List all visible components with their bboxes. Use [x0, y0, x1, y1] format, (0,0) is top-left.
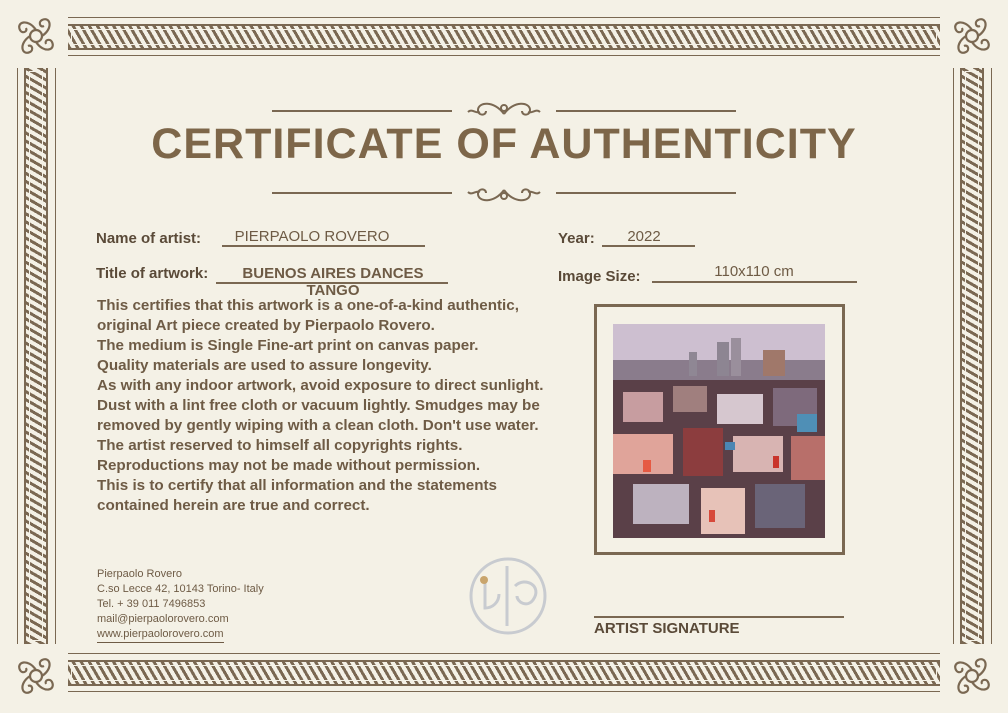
body-line: The artist reserved to himself all copyrights rights. [97, 437, 463, 454]
flourish-icon [464, 96, 544, 122]
artwork-underline [216, 282, 448, 284]
size-underline [652, 281, 857, 283]
flourish-icon [464, 182, 544, 208]
title-rule-bottom-right [556, 192, 736, 194]
body-line: Dust with a lint free cloth or vacuum lightly. Smudges may be [97, 397, 540, 414]
contact-phone: Tel. + 39 011 7496853 [97, 598, 206, 610]
body-line: Reproductions may not be made without permission. [97, 457, 481, 474]
artwork-label: Title of artwork: [96, 265, 209, 282]
year-value: 2022 [627, 228, 661, 245]
signature-line [594, 616, 844, 618]
page-title: CERTIFICATE OF AUTHENTICITY [151, 120, 857, 168]
title-rule-top-right [556, 110, 736, 112]
artist-underline [222, 245, 425, 247]
artwork-value: BUENOS AIRES DANCES TANGO [242, 265, 424, 299]
bottom-inner-line [68, 653, 940, 654]
top-inner-line [68, 55, 940, 56]
bottom-outer-line [68, 691, 940, 692]
corner-ornament-icon [944, 8, 1000, 64]
body-line: This certifies that this artwork is a one-of-a-kind authentic, [97, 297, 519, 314]
artwork-frame [594, 304, 845, 555]
title-rule-bottom-left [272, 192, 452, 194]
size-value: 110x110 cm [714, 263, 794, 280]
corner-ornament-icon [944, 648, 1000, 704]
signature-label: ARTIST SIGNATURE [594, 620, 740, 637]
contact-name: Pierpaolo Rovero [97, 568, 182, 580]
corner-ornament-icon [8, 8, 64, 64]
top-border [68, 24, 940, 50]
body-line: Quality materials are used to assure longevity. [97, 357, 432, 374]
artwork-image [613, 324, 825, 538]
top-outer-line [68, 17, 940, 18]
year-label: Year: [558, 230, 595, 247]
contact-email[interactable]: mail@pierpaolorovero.com [97, 613, 229, 625]
body-line: removed by gently wiping with a clean cloth. Don't use water. [97, 417, 539, 434]
certification-text [97, 296, 567, 516]
artist-label: Name of artist: [96, 230, 202, 247]
body-line: As with any indoor artwork, avoid exposure to direct sunlight. [97, 377, 544, 394]
title-rule-top-left [272, 110, 452, 112]
body-line: This is to certify that all information and the statements [97, 477, 497, 494]
bottom-border [68, 660, 940, 686]
body-line: The medium is Single Fine-art print on canvas paper. [97, 337, 479, 354]
artist-logo-icon [463, 556, 553, 636]
body-line: original Art piece created by Pierpaolo Rovero. [97, 317, 435, 334]
year-underline [602, 245, 695, 247]
contact-website[interactable]: www.pierpaolorovero.com [97, 627, 224, 643]
size-label: Image Size: [558, 268, 641, 285]
body-line: contained herein are true and correct. [97, 497, 370, 514]
contact-address: C.so Lecce 42, 10143 Torino- Italy [97, 583, 264, 595]
artist-value: PIERPAOLO ROVERO [234, 228, 390, 245]
corner-ornament-icon [8, 648, 64, 704]
contact-block [97, 567, 264, 643]
